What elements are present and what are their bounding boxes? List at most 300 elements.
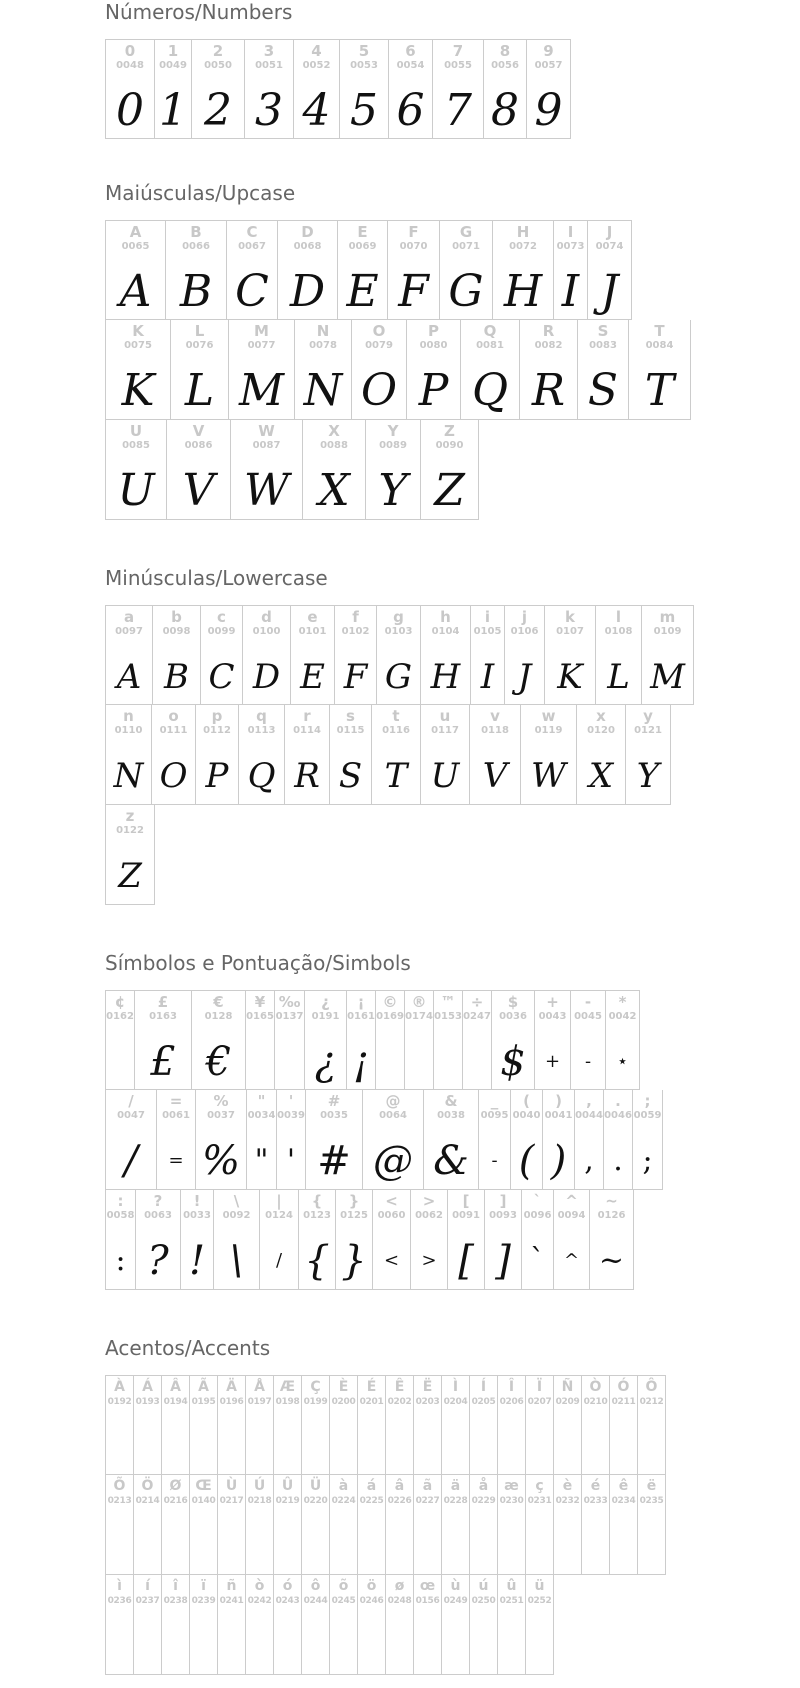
glyph-cell	[133, 1575, 162, 1675]
glyph-sample: 9	[534, 85, 563, 136]
character-code: 0153	[434, 1011, 462, 1022]
character-label: ú	[478, 1578, 489, 1594]
character-label: Ã	[198, 1379, 209, 1395]
character-label: à	[338, 1478, 349, 1494]
glyph-sample: K	[121, 365, 155, 416]
glyph-cell	[294, 320, 352, 420]
glyph-cell	[553, 1475, 582, 1575]
glyph-cell	[133, 1475, 162, 1575]
character-label: .	[615, 1092, 621, 1110]
character-label: Á	[142, 1379, 153, 1395]
character-code: 0224	[331, 1496, 356, 1506]
character-label: n	[123, 707, 134, 725]
character-code: 0207	[527, 1397, 552, 1407]
glyph-grid	[105, 220, 691, 520]
glyph-cell	[469, 705, 521, 805]
character-label: ]	[499, 1192, 507, 1210]
character-code: 0197	[247, 1397, 272, 1407]
glyph-cell	[346, 990, 376, 1090]
character-label: P	[428, 322, 439, 340]
glyph-sample: 8	[491, 85, 519, 136]
glyph-cell	[385, 1575, 414, 1675]
glyph-cell	[357, 1375, 386, 1475]
character-code: 0202	[387, 1397, 412, 1407]
character-label: Ä	[226, 1379, 237, 1395]
glyph-cell	[105, 1190, 136, 1290]
glyph-sample: :	[115, 1243, 126, 1278]
glyph-cell	[510, 1090, 543, 1190]
character-label: U	[129, 422, 143, 440]
character-label: ö	[366, 1578, 377, 1594]
glyph-sample: G	[384, 657, 413, 697]
glyph-cell	[497, 1375, 526, 1475]
glyph-sample: 0	[116, 85, 144, 136]
glyph-cell	[105, 420, 167, 520]
character-label: j	[521, 608, 528, 626]
character-code: 0065	[121, 241, 150, 252]
glyph-sample: .	[613, 1143, 623, 1178]
character-label: b	[171, 608, 182, 626]
character-label: S	[597, 322, 609, 340]
glyph-cell	[189, 1375, 218, 1475]
character-label: í	[145, 1578, 150, 1594]
glyph-row	[105, 990, 663, 1090]
character-label: ç	[535, 1478, 544, 1494]
character-label: ì	[117, 1578, 122, 1594]
character-code: 0100	[252, 626, 281, 637]
glyph-cell	[420, 605, 471, 705]
character-label: R	[542, 322, 555, 340]
character-label: â	[394, 1478, 405, 1494]
character-label: A	[129, 223, 142, 241]
character-code: 0233	[583, 1496, 608, 1506]
glyph-cell	[161, 1375, 190, 1475]
character-label: 4	[311, 42, 322, 60]
character-code: 0123	[303, 1210, 331, 1221]
character-code: 0250	[471, 1596, 496, 1606]
glyph-cell	[553, 1375, 582, 1475]
glyph-sample: -	[491, 1150, 498, 1171]
character-code: 0038	[437, 1110, 465, 1121]
glyph-grid	[105, 605, 694, 905]
character-code: 0053	[350, 60, 378, 71]
glyph-cell	[302, 420, 366, 520]
glyph-cell	[525, 1575, 554, 1675]
character-code: 0089	[379, 440, 407, 451]
character-label: <	[385, 1192, 398, 1210]
character-label: -	[584, 993, 592, 1011]
character-label: ¢	[114, 993, 126, 1011]
glyph-cell	[351, 320, 407, 420]
character-code: 0119	[534, 725, 563, 736]
glyph-sample: N	[303, 365, 343, 416]
character-code: 0061	[162, 1110, 190, 1121]
character-label: #	[327, 1092, 341, 1110]
character-label: Ñ	[561, 1379, 574, 1395]
character-label: &	[444, 1092, 458, 1110]
glyph-sample: 6	[396, 85, 425, 136]
glyph-cell	[105, 605, 153, 705]
glyph-sample: D	[252, 657, 281, 697]
character-code: 0107	[556, 626, 584, 637]
glyph-sample: [	[458, 1238, 474, 1284]
character-label: w	[541, 707, 556, 725]
character-code: 0205	[471, 1397, 496, 1407]
glyph-cell	[195, 705, 239, 805]
character-label: *	[618, 993, 627, 1011]
character-code: 0036	[499, 1011, 527, 1022]
character-label: Œ	[195, 1478, 212, 1494]
character-label: Q	[483, 322, 497, 340]
glyph-sample: R	[294, 756, 320, 796]
glyph-cell	[226, 220, 278, 320]
character-code: 0037	[207, 1110, 235, 1121]
character-code: 0165	[246, 1011, 274, 1022]
glyph-cell	[385, 1375, 414, 1475]
glyph-sample: £	[150, 1039, 176, 1085]
glyph-sample: O	[360, 365, 398, 416]
character-code: 0056	[491, 60, 519, 71]
character-code: 0055	[444, 60, 472, 71]
character-code: 0217	[219, 1496, 244, 1506]
character-label: }	[348, 1192, 360, 1210]
character-code: 0044	[575, 1110, 603, 1121]
character-code: 0115	[336, 725, 365, 736]
glyph-row	[105, 805, 694, 905]
glyph-cell	[441, 1475, 470, 1575]
character-code: 0228	[443, 1496, 468, 1506]
character-label: Ç	[310, 1379, 321, 1395]
character-label: æ	[504, 1478, 519, 1494]
glyph-sample: Q	[471, 365, 509, 416]
glyph-cell	[273, 1575, 302, 1675]
character-label: E	[357, 223, 368, 241]
section-title: Símbolos e Pontuação/Simbols	[105, 951, 411, 975]
section-title: Minúsculas/Lowercase	[105, 566, 328, 590]
character-label: t	[392, 707, 400, 725]
character-code: 0229	[471, 1496, 496, 1506]
character-code: 0090	[435, 440, 464, 451]
character-code: 0080	[419, 340, 448, 351]
glyph-sample: L	[607, 657, 630, 697]
character-label: Ò	[589, 1379, 602, 1395]
character-label: f	[352, 608, 359, 626]
character-code: 0244	[303, 1596, 328, 1606]
character-code: 0102	[341, 626, 370, 637]
character-code: 0072	[509, 241, 537, 252]
character-label: ‰	[278, 993, 301, 1011]
character-label: x	[596, 707, 606, 725]
character-label: ¿	[321, 993, 330, 1011]
glyph-cell	[105, 1090, 157, 1190]
glyph-cell	[603, 1090, 633, 1190]
glyph-cell	[134, 990, 192, 1090]
character-code: 0042	[608, 1011, 637, 1022]
glyph-cell	[589, 1190, 634, 1290]
glyph-sample: X	[588, 756, 614, 796]
glyph-sample: "	[254, 1143, 269, 1178]
character-code: 0039	[277, 1110, 305, 1121]
character-label: ,	[586, 1092, 592, 1110]
character-label: Z	[444, 422, 455, 440]
character-code: 0198	[275, 1397, 300, 1407]
character-label: V	[192, 422, 205, 440]
glyph-sample: Y	[378, 465, 408, 516]
character-label: ©	[382, 993, 398, 1011]
character-label: ¥	[254, 993, 266, 1011]
glyph-sample: J	[600, 266, 619, 317]
glyph-sample: `	[530, 1243, 545, 1278]
character-code: 0073	[556, 241, 585, 252]
glyph-sample: I	[480, 657, 495, 697]
glyph-cell	[217, 1375, 246, 1475]
character-code: 0043	[538, 1011, 567, 1022]
character-code: 0162	[106, 1011, 134, 1022]
character-label: ù	[450, 1578, 461, 1594]
character-label: ã	[422, 1478, 433, 1494]
glyph-cell	[544, 605, 596, 705]
character-code: 0243	[275, 1596, 300, 1606]
glyph-sample: V	[482, 756, 508, 796]
character-code: 0077	[247, 340, 276, 351]
character-code: 0235	[639, 1496, 664, 1506]
glyph-cell	[420, 420, 479, 520]
character-label: =	[169, 1092, 183, 1110]
character-code: 0052	[302, 60, 331, 71]
glyph-sample: C	[235, 266, 269, 317]
character-code: 0124	[265, 1210, 293, 1221]
glyph-cell	[609, 1375, 638, 1475]
character-code: 0191	[311, 1011, 340, 1022]
character-code: 0174	[405, 1011, 433, 1022]
character-label: '	[288, 1092, 294, 1110]
character-label: h	[440, 608, 451, 626]
glyph-sample: /	[124, 1138, 138, 1184]
glyph-sample: #	[317, 1138, 351, 1184]
character-code: 0060	[377, 1210, 406, 1221]
glyph-cell	[298, 1190, 336, 1290]
glyph-sample: >	[421, 1250, 437, 1271]
glyph-sample: A	[116, 657, 142, 697]
character-code: 0070	[399, 241, 428, 252]
character-code: 0140	[191, 1496, 216, 1506]
character-code: 0071	[452, 241, 480, 252]
glyph-cell	[189, 1575, 218, 1675]
glyph-cell	[641, 605, 694, 705]
character-label: ä	[450, 1478, 461, 1494]
character-label: "	[257, 1092, 266, 1110]
glyph-cell	[105, 805, 155, 905]
character-label: ê	[618, 1478, 629, 1494]
glyph-sample: O	[159, 756, 188, 796]
glyph-sample: A	[119, 266, 152, 317]
character-label: Ó	[617, 1379, 630, 1395]
glyph-cell	[492, 220, 554, 320]
glyph-sample: Z	[118, 856, 142, 896]
glyph-row	[105, 320, 691, 420]
glyph-cell	[595, 605, 642, 705]
glyph-sample: M	[650, 657, 685, 697]
section-maiusculas-upcase	[105, 181, 691, 520]
glyph-cell	[483, 39, 527, 139]
glyph-cell	[133, 1375, 162, 1475]
character-code: 0109	[653, 626, 682, 637]
character-label: c	[217, 608, 226, 626]
character-code: 0213	[107, 1496, 132, 1506]
glyph-cell	[581, 1375, 610, 1475]
character-label: Í	[480, 1379, 487, 1395]
glyph-sample: ,	[584, 1143, 594, 1178]
character-label: Ì	[452, 1379, 459, 1395]
glyph-sample: E	[300, 657, 325, 697]
character-code: 0117	[431, 725, 459, 736]
glyph-cell	[404, 990, 434, 1090]
character-code: 0078	[309, 340, 337, 351]
glyph-cell	[135, 1190, 181, 1290]
character-label: N	[316, 322, 330, 340]
glyph-sample: $	[500, 1039, 526, 1085]
glyph-cell	[105, 39, 155, 139]
character-label: 1	[167, 42, 179, 60]
glyph-cell	[441, 1375, 470, 1475]
glyph-row	[105, 420, 691, 520]
glyph-sample: I	[561, 266, 580, 317]
character-label: O	[372, 322, 386, 340]
character-code: 0112	[203, 725, 231, 736]
glyph-cell	[385, 1475, 414, 1575]
character-label: +	[546, 993, 559, 1011]
glyph-cell	[497, 1575, 526, 1675]
glyph-sample: G	[448, 266, 484, 317]
character-label: _	[490, 1092, 499, 1110]
glyph-cell	[339, 39, 389, 139]
character-code: 0086	[184, 440, 213, 451]
character-label: 3	[263, 42, 275, 60]
glyph-sample: U	[430, 756, 460, 796]
glyph-cell	[469, 1375, 498, 1475]
character-label: %	[213, 1092, 229, 1110]
glyph-grid	[105, 39, 571, 139]
character-label: Ø	[169, 1478, 182, 1494]
glyph-cell	[628, 320, 691, 420]
glyph-sample: E	[346, 266, 379, 317]
character-label: é	[590, 1478, 601, 1494]
glyph-cell	[245, 1575, 274, 1675]
glyph-cell	[301, 1375, 330, 1475]
glyph-sample: {	[304, 1238, 330, 1284]
glyph-cell	[200, 605, 243, 705]
character-label: e	[307, 608, 318, 626]
character-label: !	[193, 1192, 201, 1210]
glyph-sample: P	[205, 756, 229, 796]
character-code: 0062	[415, 1210, 443, 1221]
glyph-sample: !	[188, 1238, 206, 1284]
character-code: 0231	[527, 1496, 552, 1506]
glyph-sample: (	[518, 1138, 535, 1184]
glyph-cell	[230, 420, 303, 520]
character-label: W	[258, 422, 275, 440]
glyph-sample: 5	[350, 85, 378, 136]
character-label: ÷	[470, 993, 484, 1011]
character-code: 0091	[452, 1210, 480, 1221]
character-code: 0048	[116, 60, 144, 71]
glyph-cell	[432, 39, 484, 139]
glyph-cell	[570, 990, 606, 1090]
glyph-cell	[191, 39, 245, 139]
glyph-cell	[460, 320, 520, 420]
glyph-cell	[154, 39, 192, 139]
character-label: F	[408, 223, 419, 241]
glyph-sample: W	[531, 756, 566, 796]
glyph-cell	[534, 990, 571, 1090]
glyph-row	[105, 39, 571, 139]
glyph-sample: H	[430, 657, 461, 697]
glyph-sample: Q	[247, 756, 276, 796]
glyph-cell	[637, 1375, 666, 1475]
character-code: 0156	[415, 1596, 440, 1606]
character-code: 0246	[359, 1596, 384, 1606]
character-code: 0108	[604, 626, 633, 637]
glyph-sample: F	[398, 266, 429, 317]
glyph-cell	[504, 605, 545, 705]
glyph-sample: ~	[598, 1243, 625, 1278]
character-code: 0110	[114, 725, 143, 736]
section-title: Números/Numbers	[105, 0, 293, 24]
character-code: 0034	[247, 1110, 276, 1121]
character-label: œ	[419, 1578, 436, 1594]
character-code: 0137	[275, 1011, 304, 1022]
character-code: 0210	[583, 1397, 608, 1407]
glyph-sample: 2	[204, 85, 232, 136]
glyph-cell	[105, 1575, 134, 1675]
glyph-cell	[632, 1090, 663, 1190]
character-code: 0206	[499, 1397, 524, 1407]
glyph-cell	[105, 705, 152, 805]
glyph-grid	[105, 1375, 666, 1675]
character-label: u	[439, 707, 451, 725]
glyph-cell	[469, 1575, 498, 1675]
glyph-row	[105, 1575, 666, 1675]
glyph-sample: J	[517, 657, 532, 697]
character-code: 0169	[376, 1011, 404, 1022]
glyph-sample: D	[289, 266, 326, 317]
glyph-cell	[441, 1575, 470, 1675]
character-label: Ú	[253, 1478, 266, 1494]
character-code: 0087	[252, 440, 281, 451]
glyph-sample: ¡	[352, 1039, 370, 1085]
character-label: o	[168, 707, 179, 725]
glyph-sample: &	[433, 1138, 469, 1184]
character-label: >	[422, 1192, 436, 1210]
glyph-cell	[290, 605, 335, 705]
glyph-sample: -	[584, 1051, 592, 1072]
character-code: 0230	[499, 1496, 524, 1506]
character-label: L	[194, 322, 205, 340]
glyph-sample: '	[286, 1143, 296, 1178]
character-code: 0069	[348, 241, 377, 252]
character-code: 0116	[382, 725, 410, 736]
glyph-cell	[238, 705, 285, 805]
glyph-cell	[387, 220, 440, 320]
glyph-sample: 7	[444, 85, 472, 136]
character-code: 0082	[534, 340, 563, 351]
character-label: D	[301, 223, 314, 241]
character-code: 0242	[247, 1596, 272, 1606]
glyph-cell	[365, 420, 421, 520]
character-code: 0161	[347, 1011, 375, 1022]
character-code: 0241	[219, 1596, 244, 1606]
glyph-cell	[105, 220, 166, 320]
